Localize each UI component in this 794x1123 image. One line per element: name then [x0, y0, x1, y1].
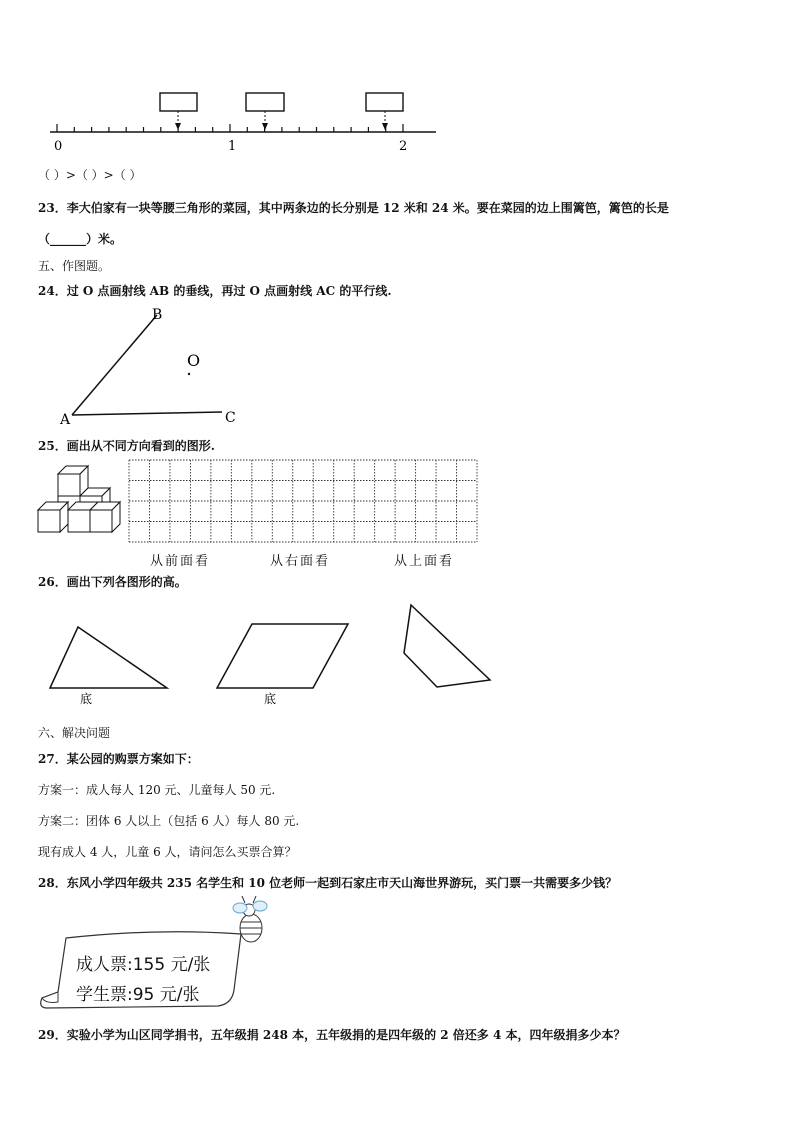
tick-label-1: 1: [228, 139, 237, 154]
cube-stack-figure: [36, 460, 136, 540]
view-label-front: 从前面看: [150, 554, 211, 569]
triangle-shape: [50, 627, 167, 688]
number-line-ticks: [57, 124, 403, 132]
q27-text: 27．某公园的购票方案如下：: [38, 752, 199, 766]
answer-box-3[interactable]: [366, 93, 403, 111]
q28-text: 28．东风小学四年级共 235 名学生和 10 位老师一起到石家庄市天山海世界游玩，买门票一共需要多少钱？: [38, 876, 618, 890]
base-label-parallelogram: 底: [264, 692, 277, 706]
label-a: A: [60, 412, 71, 428]
q23-blank[interactable]: （______）米。: [38, 232, 123, 246]
ray-ab: [72, 315, 157, 415]
number-line-figure: [0, 0, 794, 160]
label-b: B: [152, 307, 163, 323]
student-ticket-price: 学生票:95 元/张: [76, 985, 200, 1005]
q27-question: 现有成人 4 人，儿童 6 人，请问怎么买票合算？: [38, 845, 297, 859]
q24-text: 24．过 O 点画射线 AB 的垂线，再过 O 点画射线 AC 的平行线.: [38, 284, 392, 298]
answer-box-1[interactable]: [160, 93, 197, 111]
q27-plan2: 方案二：团体 6 人以上（包括 6 人）每人 80 元.: [38, 814, 300, 828]
parallelogram-shape: [217, 624, 348, 688]
tick-label-2: 2: [399, 139, 408, 154]
label-c: C: [225, 410, 236, 426]
base-label-triangle: 底: [80, 692, 93, 706]
q26-shapes: [0, 595, 794, 715]
tick-label-0: 0: [54, 139, 63, 154]
q29-text: 29．实验小学为山区同学捐书，五年级捐 248 本，五年级捐的是四年级的 2 倍还多 4 本，四年级捐多少本？: [38, 1028, 626, 1042]
section-6-heading: 六、解决问题: [38, 726, 111, 740]
drawing-grid[interactable]: [128, 459, 488, 549]
point-o: [188, 373, 190, 375]
section-5-heading: 五、作图题。: [38, 259, 111, 273]
view-label-right: 从右面看: [270, 554, 331, 569]
answer-box-2[interactable]: [246, 93, 284, 111]
label-o: O: [187, 351, 201, 370]
q23-text: 23．李大伯家有一块等腰三角形的菜园，其中两条边的长分别是 12 米和 24 米。要在菜园的边上围篱笆，篱笆的长是: [38, 201, 669, 215]
trapezoid-shape: [404, 605, 490, 687]
view-label-top: 从上面看: [394, 554, 455, 569]
adult-ticket-price: 成人票:155 元/张: [76, 955, 211, 975]
q24-angle-figure: [50, 300, 310, 430]
q25-text: 25．画出从不同方向看到的图形.: [38, 439, 215, 453]
q27-plan1: 方案一：成人每人 120 元、儿童每人 50 元.: [38, 783, 276, 797]
q26-text: 26．画出下列各图形的高。: [38, 575, 187, 589]
ray-ac: [72, 412, 222, 415]
compare-blanks[interactable]: （ ）>（ ）>（ ）: [38, 168, 142, 182]
